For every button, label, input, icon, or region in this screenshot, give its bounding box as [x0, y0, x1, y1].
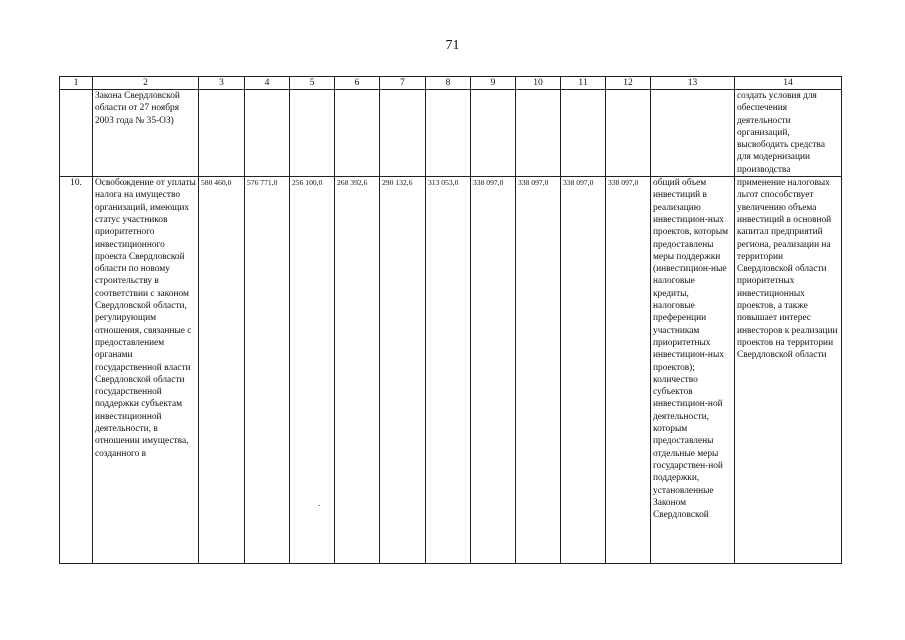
value-cell: 338 097,0 — [561, 177, 606, 564]
description-cell: Закона Свердловской области от 27 ноября 2003 года № 35-ОЗ) — [93, 90, 199, 177]
indicator-cell: общий объем инвестиций в реализацию инвестицион-ных проектов, которым предоставлены меры поддержки (инвестицион-ные налоговые кредиты, налоговые преференции участникам приоритетных инвестицион-ных проектов); количество субъектов инвестицион-ной деятельности, которым предоставлены отдельные меры государствен-ной поддержки, установленные Законом Свердловской — [651, 177, 735, 564]
value-cell — [561, 90, 606, 177]
header-cell: 7 — [380, 77, 426, 90]
goal-cell: создать условия для обеспечения деятельности организаций, высвободить средства для модернизации производства — [735, 90, 842, 177]
scan-speck — [318, 505, 320, 506]
value-cell: 268 392,6 — [335, 177, 380, 564]
value-cell — [290, 90, 335, 177]
value-cell: 338 097,0 — [471, 177, 516, 564]
header-cell: 1 — [60, 77, 93, 90]
value-cell: 313 053,0 — [426, 177, 471, 564]
header-cell: 12 — [606, 77, 651, 90]
indicator-cell — [651, 90, 735, 177]
value-cell — [245, 90, 290, 177]
row-number-cell: 10. — [60, 177, 93, 564]
value-cell — [606, 90, 651, 177]
table-row — [60, 177, 842, 564]
value-cell: 256 100,0 — [290, 177, 335, 564]
table-header-row — [60, 77, 842, 90]
value-cell — [199, 90, 245, 177]
header-cell: 13 — [651, 77, 735, 90]
header-cell: 8 — [426, 77, 471, 90]
value-cell — [426, 90, 471, 177]
description-cell: Освобождение от уплаты налога на имущество организаций, имеющих статус участников приоритетного инвестиционного проекта Свердловской области по новому строительству в соответствии с законом Свердловской области, регулирующим отношения, связанные с предоставлением органами государственной власти Свердловской области государственной поддержки субъектам инвестиционной деятельности, в отношении имущества, созданного в — [93, 177, 199, 564]
value-cell: 580 460,0 — [199, 177, 245, 564]
header-cell: 6 — [335, 77, 380, 90]
header-cell: 14 — [735, 77, 842, 90]
value-cell: 338 097,0 — [516, 177, 561, 564]
header-cell: 9 — [471, 77, 516, 90]
value-cell — [335, 90, 380, 177]
goal-cell: применение налоговых льгот способствует увеличению объема инвестиций в основной капитал предприятий региона, реализации на территории Свердловской области приоритетных инвестиционных проектов, а также повышает интерес инвесторов к реализации проектов на территории Свердловской области — [735, 177, 842, 564]
value-cell: 290 132,6 — [380, 177, 426, 564]
value-cell — [471, 90, 516, 177]
header-cell: 2 — [93, 77, 199, 90]
value-cell — [380, 90, 426, 177]
row-number-cell — [60, 90, 93, 177]
header-cell: 4 — [245, 77, 290, 90]
header-cell: 3 — [199, 77, 245, 90]
table-row — [60, 90, 842, 177]
header-cell: 10 — [516, 77, 561, 90]
page-number: 71 — [445, 38, 460, 53]
value-cell: 338 097,0 — [606, 177, 651, 564]
value-cell — [516, 90, 561, 177]
indicators-table — [59, 76, 842, 564]
value-cell: 576 771,0 — [245, 177, 290, 564]
header-cell: 11 — [561, 77, 606, 90]
header-cell: 5 — [290, 77, 335, 90]
